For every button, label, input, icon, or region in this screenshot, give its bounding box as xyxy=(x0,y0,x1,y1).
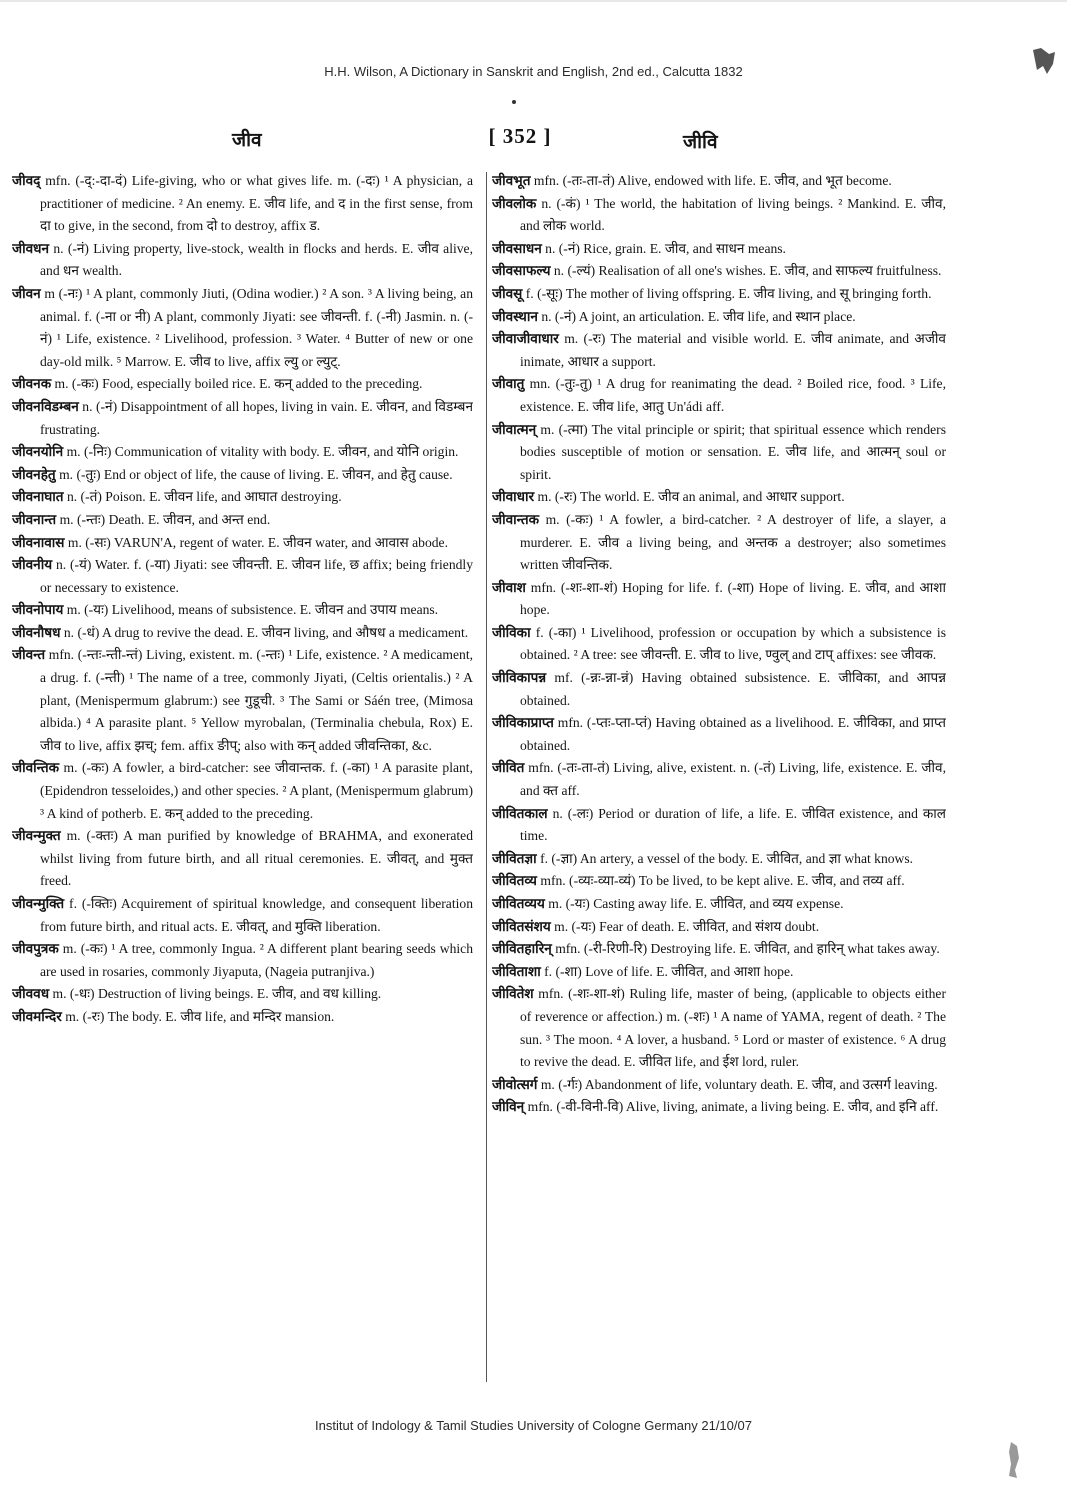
entry-headword: जीवाधार xyxy=(492,489,535,505)
dictionary-entry xyxy=(492,938,946,961)
entry-headword: जीवपुत्रक xyxy=(12,941,59,957)
dictionary-entry xyxy=(12,757,473,825)
dictionary-entry xyxy=(492,306,946,329)
entry-definition: m. (-कः) Food, especially boiled rice. E. कन् added to the preceding. xyxy=(51,376,423,392)
entry-headword: जीवितहारिन् xyxy=(492,941,552,957)
footer-credit: Institut of Indology & Tamil Studies University of Cologne Germany 21/10/07 xyxy=(315,1418,752,1433)
dictionary-entry xyxy=(12,938,473,983)
entry-definition: m. (-यः) Casting away life. E. जीवित, and व्यय expense. xyxy=(544,896,844,911)
entry-headword: जीवन xyxy=(12,285,41,301)
dictionary-entry xyxy=(492,961,946,984)
dictionary-entry xyxy=(12,825,473,893)
entry-definition: mfn. (-न्तः-न्ती-न्तं) Living, existent. m. (-न्तः) ¹ Life, existence. ² A medicament, a drug. f. (-न्ती) ¹ The name of a tree, commonly Jiyati, (Celtis orientalis.) ² A plant, (Menispermum glabrum:) see गुडूची. ³ The Sami or Sáén tree, (Mimosa albida.) ⁴ A parasite plant. ⁵ Yellow myrobalan, (Terminalia chebula, Rox) E. जीव to live, affix झच्; fem. affix ङीप्; also with कन् added जीवन्तिका, &c. xyxy=(40,647,473,753)
entry-headword: जीववध xyxy=(12,986,50,1002)
entry-headword: जीवितव्य xyxy=(492,873,537,889)
entry-headword: जीवितज्ञा xyxy=(492,850,537,866)
entry-headword: जीवसू xyxy=(492,285,523,301)
dictionary-entry xyxy=(492,328,946,373)
entry-definition: mfn. (-व्यः-व्या-व्यं) To be lived, to be kept alive. E. जीव, and तव्य aff. xyxy=(536,873,905,889)
entry-headword: जीवात्मन् xyxy=(492,421,537,437)
entry-definition: m. (-धः) Destruction of living beings. E. जीव, and वध killing. xyxy=(49,986,382,1002)
dictionary-entry xyxy=(12,396,473,441)
dictionary-entry xyxy=(492,622,946,667)
entry-headword: जीवितसंशय xyxy=(492,918,551,934)
entry-definition: m. (-रः) The body. E. जीव life, and मन्दिर mansion. xyxy=(61,1008,335,1024)
dictionary-entry xyxy=(12,464,473,487)
entry-headword: जीवोत्सर्ग xyxy=(492,1076,538,1092)
entry-headword: जीवनान्त xyxy=(12,511,57,527)
dictionary-entry xyxy=(492,238,946,261)
entry-definition: m. (-त्मा) The vital principle or spirit; that spiritual essence which renders bodies susceptible of motion or sensation. E. जीव life, and आत्मन् soul or spirit. xyxy=(520,421,946,482)
dictionary-entry xyxy=(492,1096,946,1119)
column-divider xyxy=(486,172,487,1382)
dictionary-entry xyxy=(12,283,473,373)
running-head-right: जीवि xyxy=(683,132,718,153)
entry-headword: जीवभूत xyxy=(492,173,531,188)
citation-header: H.H. Wilson, A Dictionary in Sanskrit and English, 2nd ed., Calcutta 1832 xyxy=(324,64,743,79)
entry-headword: जीविका xyxy=(492,624,531,640)
entry-definition: m. (-तुः) End or object of life, the cause of living. E. जीवन, and हेतु cause. xyxy=(55,466,453,482)
dictionary-entry xyxy=(12,893,473,938)
entry-headword: जीवनावास xyxy=(12,534,65,550)
running-head-left: जीव xyxy=(232,130,262,151)
entry-headword: जीवितकाल xyxy=(492,805,548,821)
dictionary-entry xyxy=(492,509,946,577)
dictionary-entry xyxy=(492,893,946,916)
entry-definition: n. (-धं) A drug to revive the dead. E. जीवन living, and औषध a medicament. xyxy=(60,624,469,640)
entry-definition: mfn. (-री-रिणी-रि) Destroying life. E. जीवित, and हारिन् what takes away. xyxy=(551,941,940,957)
entry-headword: जीवस्थान xyxy=(492,308,538,324)
entry-definition: m. (-सः) VARUN'A, regent of water. E. जीवन water, and आवास abode. xyxy=(64,534,448,550)
dictionary-entry xyxy=(12,554,473,599)
entry-definition: n. (-ल्यं) Realisation of all one's wishes. E. जीव, and साफल्य fruitfulness. xyxy=(550,263,942,279)
entry-headword: जीवनक xyxy=(12,376,52,392)
dictionary-entry xyxy=(12,1006,473,1029)
entry-definition: n. (-नं) Living property, live-stock, wealth in flocks and herds. E. जीव alive, and धन wealth. xyxy=(40,240,473,279)
entry-definition: m. (-रः) The material and visible world. E. जीव animate, and अजीव inimate, आधार a support. xyxy=(520,331,946,369)
entry-definition: m. (-र्गः) Abandonment of life, voluntary death. E. जीव, and उत्सर्ग leaving. xyxy=(537,1076,938,1092)
entry-headword: जीवनाघात xyxy=(12,489,64,505)
entry-headword: जीवद् xyxy=(12,173,41,188)
entry-definition: n. (-लः) Period or duration of life, a life. E. जीवित existence, and काल time. xyxy=(520,805,946,844)
entry-definition: f. (-ज्ञा) An artery, a vessel of the body. E. जीवित, and ज्ञा what knows. xyxy=(536,850,914,866)
entry-definition: m. (-न्तः) Death. E. जीवन, and अन्त end. xyxy=(56,511,271,527)
entry-definition: mfn. (-शः-शा-शं) Ruling life, master of being, (applicable to objects either of reverence or affection.) m. (-शः) ¹ A name of YAMA, regent of death. ² The sun. ³ The moon. ⁴ A lover, a husband. ⁵ Lord or master of existence. ⁶ A drug to revive the dead. E. जीवित life, and ईश lord, ruler. xyxy=(520,986,946,1070)
entry-headword: जीविन् xyxy=(492,1099,525,1115)
entry-definition: f. (-सूः) The mother of living offspring. E. जीव living, and सू bringing forth. xyxy=(522,285,932,301)
entry-headword: जीवनहेतु xyxy=(12,466,56,482)
entry-headword: जीवमन्दिर xyxy=(12,1008,62,1024)
entry-definition: n. (-नं) Disappointment of all hopes, living in vain. E. जीवन, and विडम्बन frustrating. xyxy=(40,398,473,437)
entry-definition: m. (-रः) The world. E. जीव an animal, and आधार support. xyxy=(534,489,845,505)
entry-definition: f. (-क्तिः) Acquirement of spiritual knowledge, and consequent liberation from future birth, and ritual acts. E. जीवत्, and मुक्ति liberation. xyxy=(40,896,473,934)
entry-definition: mf. (-न्नः-न्ना-न्नं) Having obtained subsistence. E. जीविका, and आपन्न obtained. xyxy=(520,670,946,708)
dictionary-entry xyxy=(12,532,473,555)
entry-definition: f. (-का) ¹ Livelihood, profession or occupation by which a subsistence is obtained. ² A tree: see जीवन्ती. E. जीव to live, ण्वुल् and टाप् affixes: see जीवक. xyxy=(520,624,946,663)
entry-headword: जीवन्तिक xyxy=(12,760,60,776)
entry-headword: जीविताशा xyxy=(492,963,541,979)
entry-headword: जीवनोपाय xyxy=(12,602,64,618)
entry-headword: जीवितेश xyxy=(492,986,534,1002)
dictionary-entry xyxy=(492,667,946,712)
dictionary-entry xyxy=(12,509,473,532)
entry-definition: n. (-नं) Rice, grain. E. जीव, and साधन means. xyxy=(541,240,786,256)
dictionary-entry xyxy=(12,599,473,622)
entry-headword: जीवन्मुक्ति xyxy=(12,896,65,911)
entry-headword: जीविकापन्न xyxy=(492,670,547,686)
entry-headword: जीवनविडम्बन xyxy=(12,398,79,414)
running-head xyxy=(0,124,1067,158)
dictionary-entry xyxy=(492,170,946,193)
entry-definition: n. (-तं) Poison. E. जीवन life, and आघात destroying. xyxy=(63,489,342,505)
entry-headword: जीवातु xyxy=(492,376,525,392)
entry-headword: जीवनौषध xyxy=(12,624,61,640)
dictionary-entry xyxy=(12,373,473,396)
entry-definition: mfn. (-तः-ता-तं) Living, alive, existent. n. (-तं) Living, life, existence. E. जीव, and क्त aff. xyxy=(520,760,946,799)
dictionary-entry xyxy=(12,983,473,1006)
entry-headword: जीवितव्यय xyxy=(492,896,545,911)
entry-headword: जीविकाप्राप्त xyxy=(492,715,554,731)
dictionary-entry xyxy=(492,712,946,757)
entry-definition: m. (-क्तः) A man purified by knowledge of BRAHMA, and exonerated whilst living from future birth, and all ritual ceremonies. E. जीवत्, and मुक्त freed. xyxy=(40,828,473,889)
entry-definition: m. (-यः) Livelihood, means of subsistence. E. जीवन and उपाय means. xyxy=(63,602,439,618)
dictionary-entry xyxy=(492,757,946,802)
entry-definition: mfn. (-शः-शा-शं) Hoping for life. f. (-शा) Hope of living. E. जीव, and आशा hope. xyxy=(520,579,946,618)
entry-headword: जीवन्त xyxy=(12,647,46,663)
dictionary-entry xyxy=(12,441,473,464)
dictionary-entry xyxy=(492,983,946,1073)
entry-definition: mfn. (-वी-विनी-वि) Alive, living, animate, a living being. E. जीव, and इनि aff. xyxy=(524,1099,939,1115)
dictionary-entry xyxy=(492,803,946,848)
entry-headword: जीवाश xyxy=(492,579,526,595)
dictionary-entry xyxy=(492,1074,946,1097)
entry-definition: m. (-यः) Fear of death. E. जीवित, and संशय doubt. xyxy=(550,918,820,934)
print-dot xyxy=(512,100,516,104)
entry-definition: mfn. (-प्तः-प्ता-प्तं) Having obtained as a livelihood. E. जीविका, and प्राप्त obtained. xyxy=(520,715,946,753)
dictionary-entry xyxy=(492,419,946,487)
entry-headword: जीवान्तक xyxy=(492,511,540,527)
page-number: [ 352 ] xyxy=(488,124,552,148)
dictionary-entry xyxy=(492,577,946,622)
entry-definition: n. (-यं) Water. f. (-या) Jiyati: see जीवन्ती. E. जीवन life, छ affix; being friendly or necessary to existence. xyxy=(40,557,473,595)
scan-artifact-icon xyxy=(1007,1440,1021,1480)
dictionary-entry xyxy=(492,283,946,306)
entry-headword: जीवाजीवाधार xyxy=(492,331,559,347)
entry-headword: जीवसाधन xyxy=(492,240,542,256)
entry-definition: m (-नः) ¹ A plant, commonly Jiuti, (Odina wodier.) ² A son. ³ A living being, an animal. f. (-ना or नी) A plant, commonly Jiyati: see जीवन्ती. f. (-नी) Jasmin. n. (-नं) ¹ Life, existence. ² Livelihood, profession. ³ Water. ⁴ Butter of new or one day-old milk. ⁵ Marrow. E. जीव to live, affix ल्यु or ल्युट्. xyxy=(40,285,473,369)
dictionary-entry xyxy=(12,238,473,283)
dictionary-entry xyxy=(492,260,946,283)
entry-headword: जीवनीय xyxy=(12,557,53,573)
dictionary-entry xyxy=(492,870,946,893)
dictionary-entry xyxy=(492,373,946,418)
entry-definition: n. (-नं) A joint, an articulation. E. जीव life, and स्थान place. xyxy=(537,308,856,324)
entry-definition: m. (-कः) ¹ A tree, commonly Ingua. ² A different plant bearing seeds which are used in rosaries, commonly Jiyaputa, (Nageia putranjiva.) xyxy=(40,941,473,979)
entry-definition: n. (-कं) ¹ The world, the habitation of living beings. ² Mankind. E. जीव, and लोक world. xyxy=(520,195,946,234)
dictionary-entry xyxy=(12,486,473,509)
entry-definition: m. (-कः) A fowler, a bird-catcher: see जीवान्तक. f. (-का) ¹ A parasite plant, (Epidendron tesseloides,) and other species. ² A plant, (Menispermum glabrum) ³ A kind of potherb. E. कन् added to the preceding. xyxy=(40,760,473,821)
entry-headword: जीवलोक xyxy=(492,195,537,211)
entry-definition: mn. (-तुः-तु) ¹ A drug for reanimating the dead. ² Boiled rice, food. ³ Life, existence. E. जीव life, आतु Un'ádi aff. xyxy=(520,376,946,414)
dictionary-entry xyxy=(12,644,473,757)
right-column xyxy=(492,170,946,1390)
entry-definition: mfn. (-द्:-दा-दं) Life-giving, who or what gives life. m. (-दः) ¹ A physician, a practitioner of medicine. ² An enemy. E. जीव life, and द in the first sense, from दा to give, in the second, from दो to destroy, affix ड. xyxy=(40,173,473,234)
entry-definition: f. (-शा) Love of life. E. जीवित, and आशा hope. xyxy=(540,963,794,979)
dictionary-entry xyxy=(492,916,946,939)
entry-definition: m. (-निः) Communication of vitality with body. E. जीवन, and योनि origin. xyxy=(63,444,459,460)
entry-headword: जीवित xyxy=(492,760,525,776)
entry-headword: जीवसाफल्य xyxy=(492,263,551,279)
entry-definition: mfn. (-तः-ता-तं) Alive, endowed with life. E. जीव, and भूत become. xyxy=(530,173,892,188)
entry-definition: m. (-कः) ¹ A fowler, a bird-catcher. ² A destroyer of life, a slayer, a murderer. E. जीव a living being, and अन्तक a destroyer; also sometimes written जीवन्तिक. xyxy=(520,511,946,573)
entry-headword: जीवधन xyxy=(12,240,50,256)
page-top-edge xyxy=(0,0,1067,2)
left-column xyxy=(12,170,473,1390)
dictionary-entry xyxy=(12,170,473,238)
entry-headword: जीवन्मुक्त xyxy=(12,828,61,844)
dictionary-entry xyxy=(492,486,946,509)
dictionary-entry xyxy=(492,193,946,238)
dictionary-entry xyxy=(492,848,946,871)
entry-headword: जीवनयोनि xyxy=(12,444,64,460)
dictionary-entry xyxy=(12,622,473,645)
